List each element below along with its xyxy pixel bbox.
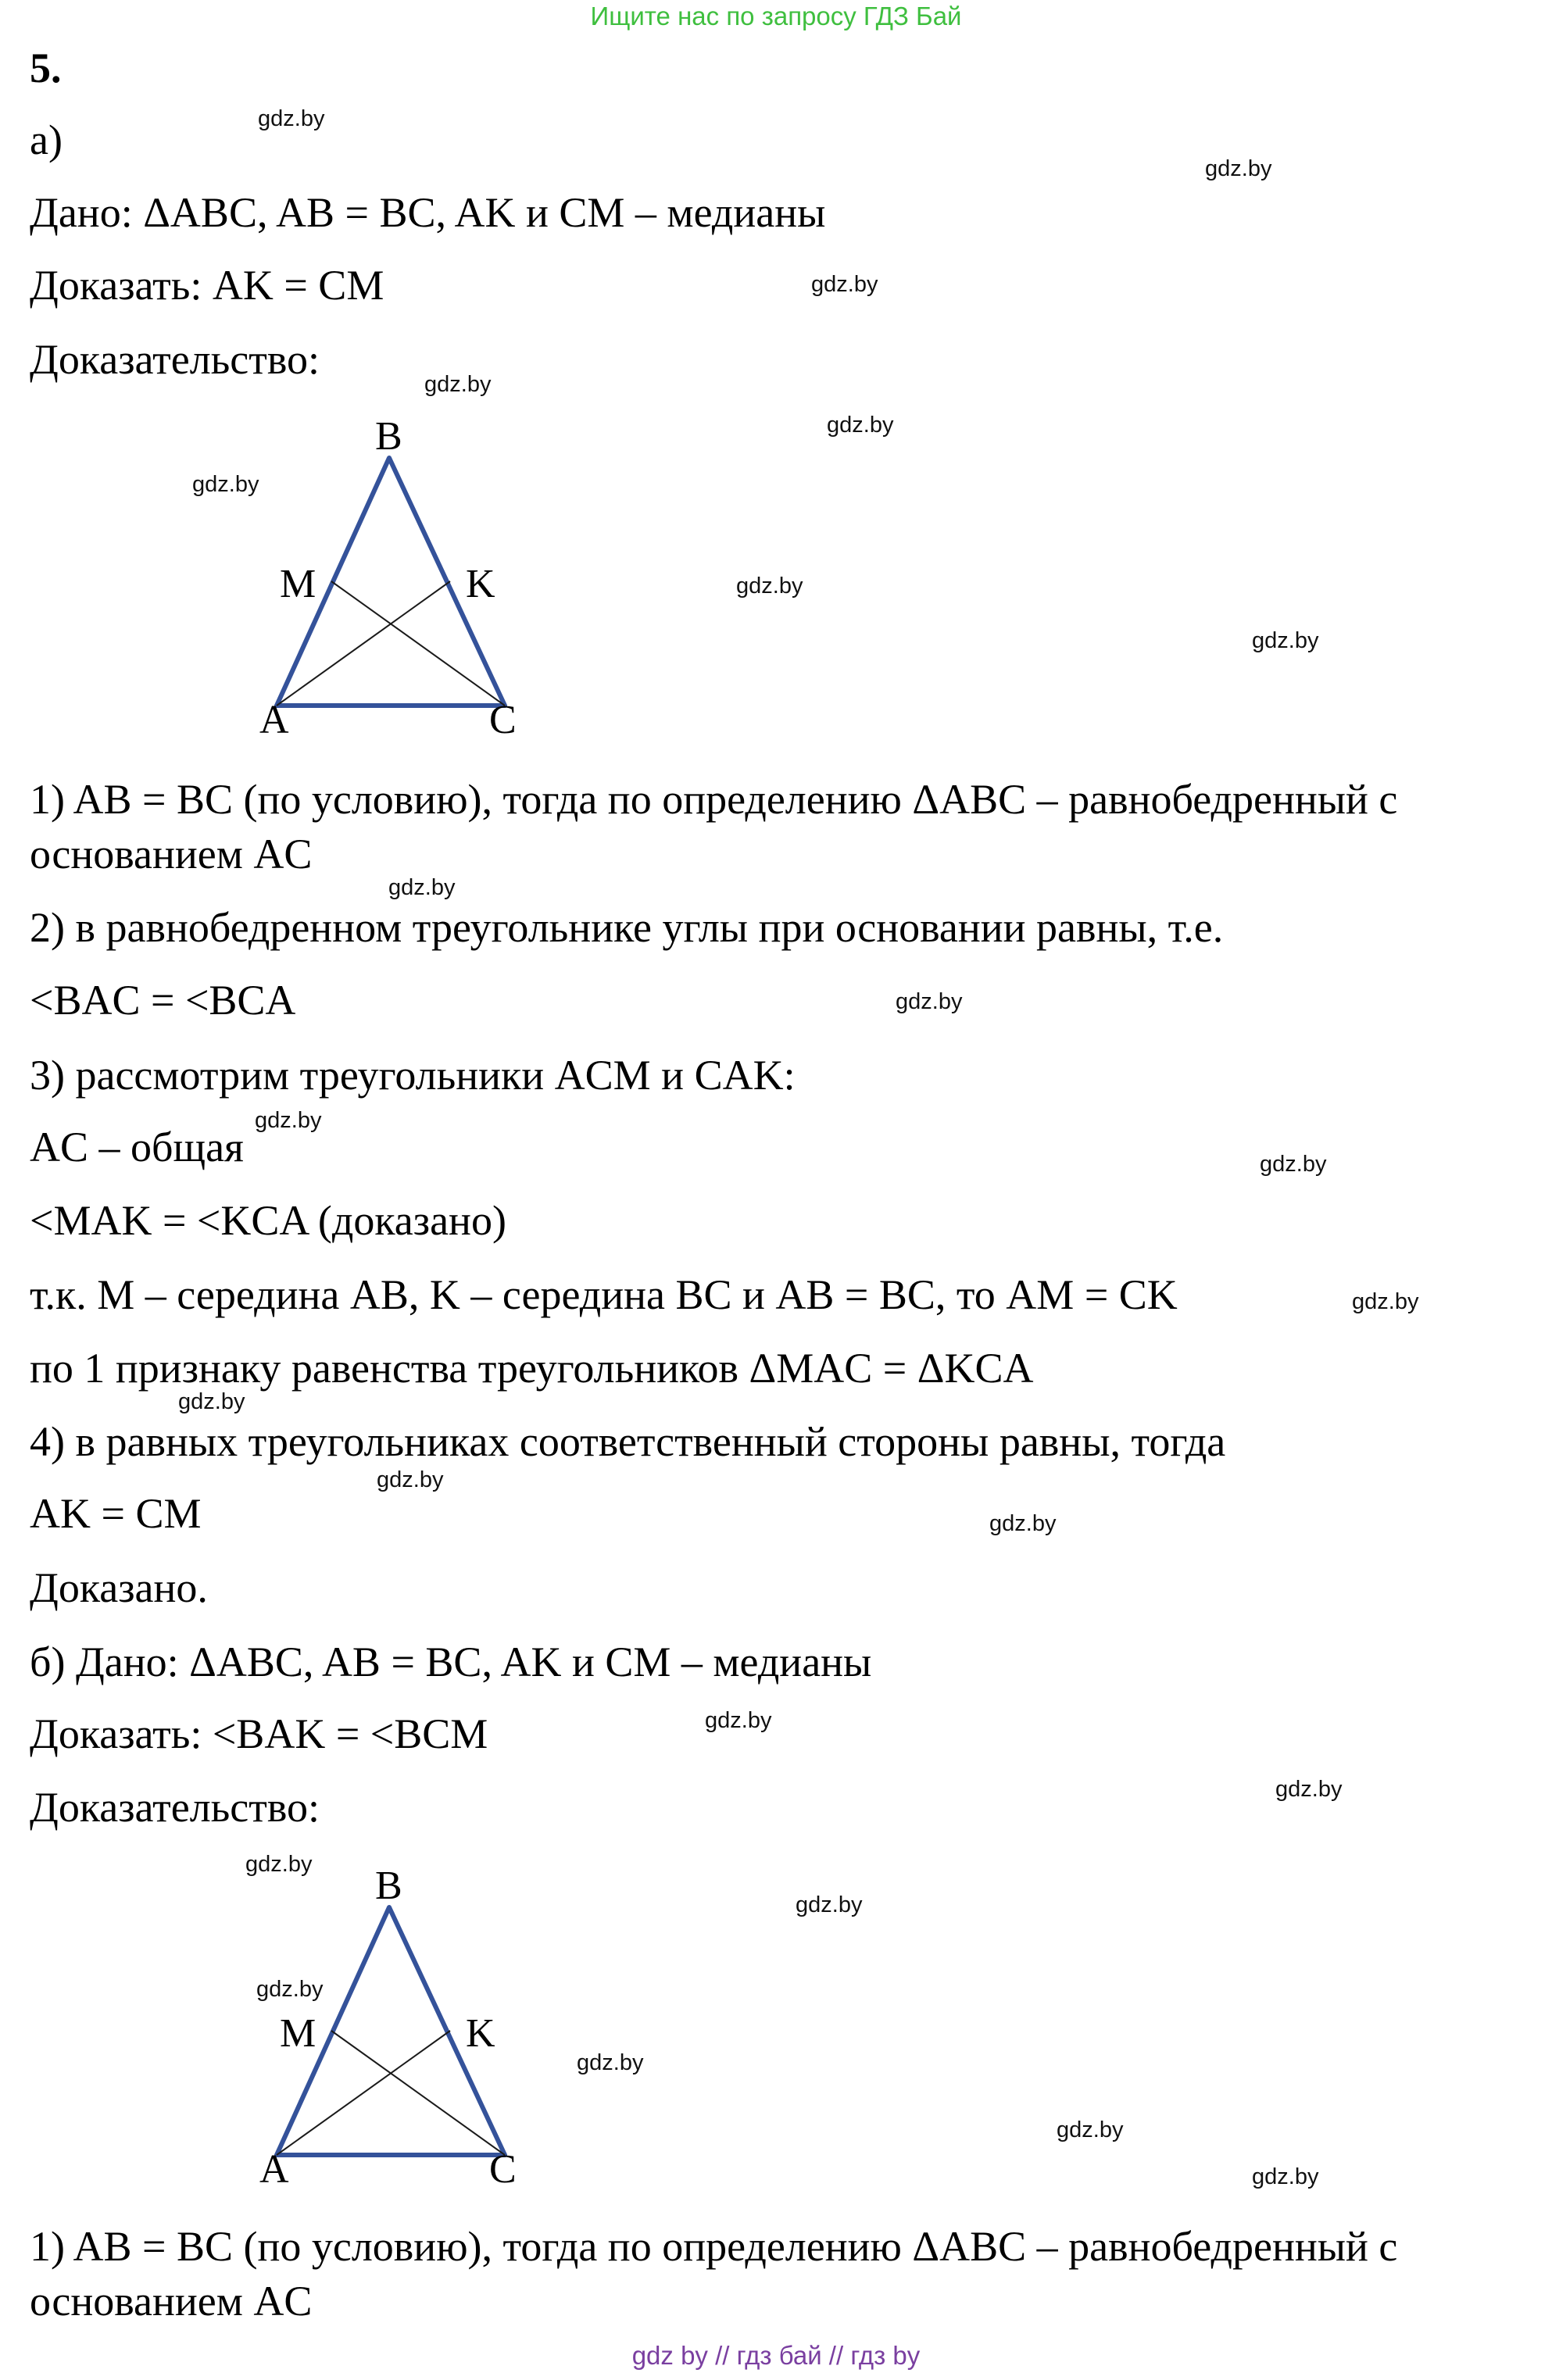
triangle-figure-b — [250, 1856, 563, 2184]
watermark: gdz.by — [989, 1511, 1057, 1536]
vertex-c-label: C — [489, 2147, 517, 2184]
vertex-c-label: C — [489, 698, 517, 734]
part-a-step: Доказано. — [30, 1564, 208, 1611]
part-b-step: основанием AC — [30, 2278, 313, 2325]
vertex-a-label: A — [259, 698, 289, 734]
part-a-given: Дано: ΔABC, AB = BC, AK и CM – медианы — [30, 189, 826, 236]
watermark: gdz.by — [1205, 156, 1272, 181]
part-a-proof-title: Доказательство: — [30, 336, 320, 383]
part-b-proof-title: Доказательство: — [30, 1784, 320, 1831]
top-banner: Ищите нас по запросу ГДЗ Бай — [590, 2, 962, 30]
watermark: gdz.by — [1352, 1289, 1419, 1314]
watermark: gdz.by — [178, 1389, 245, 1414]
watermark: gdz.by — [705, 1708, 772, 1733]
watermark: gdz.by — [245, 1852, 313, 1877]
part-a-step: 1) AB = BC (по условию), тогда по определению ΔABC – равнобедренный с — [30, 776, 1398, 823]
vertex-k-label: K — [466, 562, 495, 606]
watermark: gdz.by — [736, 574, 803, 599]
part-b-step: 1) AB = BC (по условию), тогда по определению ΔABC – равнобедренный с — [30, 2223, 1398, 2270]
watermark: gdz.by — [256, 1977, 324, 2002]
part-a-step: 3) рассмотрим треугольники ACM и CAK: — [30, 1052, 796, 1099]
problem-number: 5. — [30, 45, 62, 91]
watermark: gdz.by — [1275, 1777, 1343, 1802]
watermark: gdz.by — [377, 1467, 444, 1492]
triangle-figure-a — [250, 406, 563, 734]
watermark: gdz.by — [424, 372, 492, 397]
vertex-m-label: M — [280, 562, 316, 606]
vertex-a-label: A — [259, 2147, 289, 2184]
part-a-step: <BAC = <BCA — [30, 977, 296, 1024]
watermark: gdz.by — [1252, 628, 1319, 653]
watermark: gdz.by — [255, 1108, 322, 1133]
watermark: gdz.by — [1252, 2164, 1319, 2189]
part-a-step: по 1 признаку равенства треугольников ΔMAC = ΔKCA — [30, 1345, 1034, 1392]
part-a-step: 2) в равнобедренном треугольнике углы при основании равны, т.е. — [30, 904, 1224, 951]
watermark: gdz.by — [1260, 1152, 1327, 1177]
watermark: gdz.by — [192, 472, 259, 497]
watermark: gdz.by — [1057, 2117, 1124, 2142]
part-a-step: <MAK = <KCA (доказано) — [30, 1197, 506, 1244]
watermark: gdz.by — [388, 875, 456, 900]
vertex-b-label: B — [375, 1864, 402, 1908]
vertex-k-label: K — [466, 2011, 495, 2056]
vertex-b-label: B — [375, 414, 402, 459]
part-a-prove: Доказать: AK = CM — [30, 262, 384, 309]
part-a-step: 4) в равных треугольниках соответственный стороны равны, тогда — [30, 1418, 1226, 1465]
vertex-m-label: M — [280, 2011, 316, 2056]
watermark: gdz.by — [258, 106, 325, 131]
bottom-banner: gdz by // гдз бай // гдз by — [631, 2341, 921, 2370]
part-a-step: AC – общая — [30, 1124, 244, 1170]
watermark: gdz.by — [896, 989, 963, 1014]
watermark: gdz.by — [811, 272, 878, 297]
part-a-step: т.к. M – середина AB, K – середина BC и AB = BC, то AM = CK — [30, 1271, 1178, 1318]
part-a-label: а) — [30, 116, 63, 163]
watermark: gdz.by — [796, 1892, 863, 1917]
part-b-prove: Доказать: <BAK = <BCM — [30, 1710, 488, 1757]
part-a-step: AK = CM — [30, 1490, 202, 1537]
part-b-given: б) Дано: ΔABC, AB = BC, AK и CM – медианы — [30, 1638, 872, 1685]
watermark: gdz.by — [577, 2050, 644, 2075]
watermark: gdz.by — [827, 413, 894, 438]
part-a-step: основанием AC — [30, 831, 313, 877]
